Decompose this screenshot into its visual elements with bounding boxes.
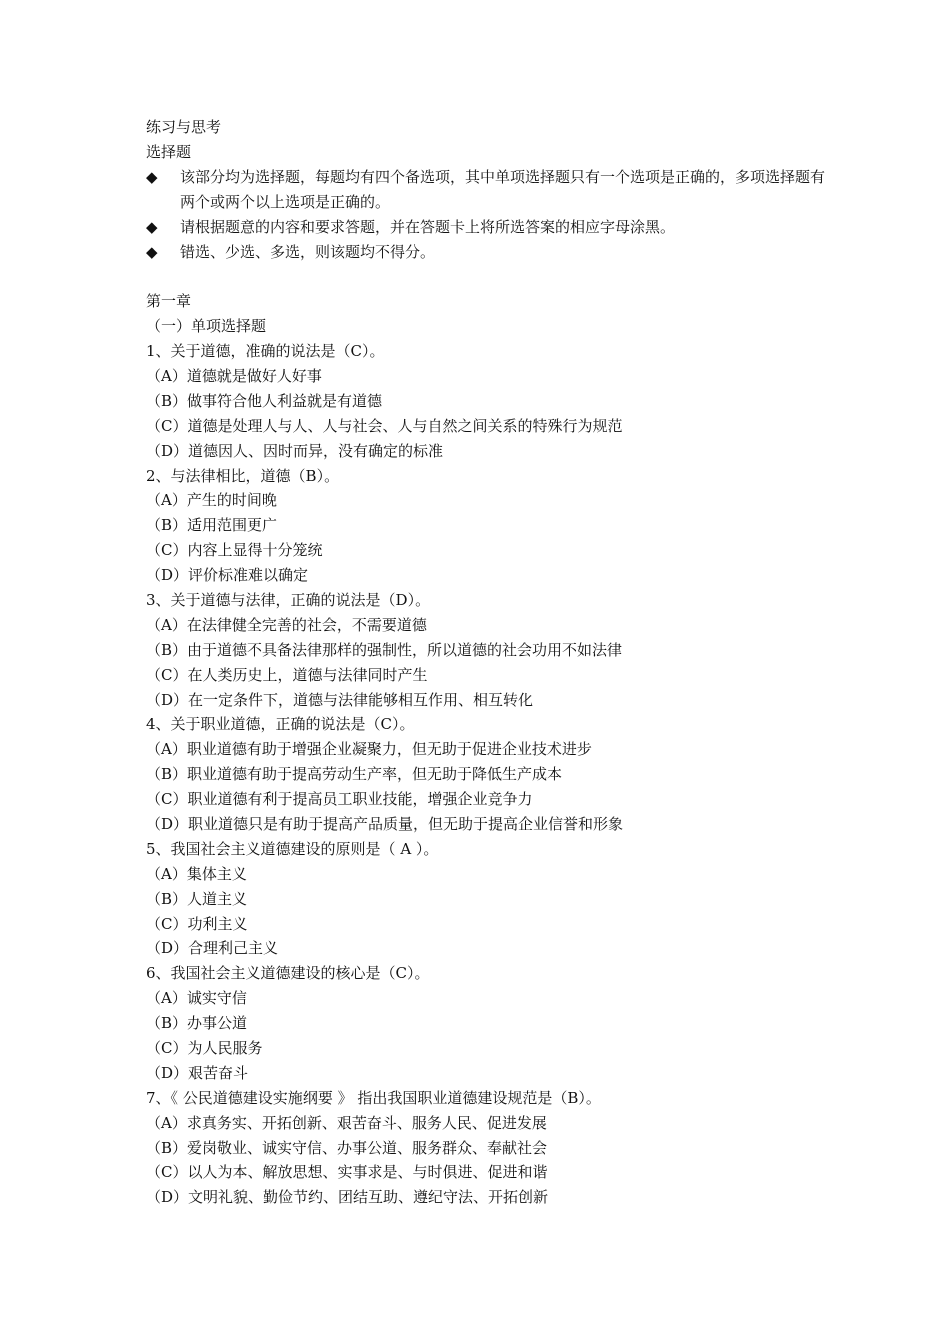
question-stem: 4、关于职业道德，正确的说法是（C）。 xyxy=(146,715,415,734)
answer-option: （A）道德就是做好人好事 xyxy=(146,366,322,385)
document-content xyxy=(146,115,826,1210)
question-stem: 7、《 公民道德建设实施纲要 》 指出我国职业道德建设规范是（B）。 xyxy=(146,1088,601,1107)
instruction-item xyxy=(146,240,826,265)
answer-option: （D）在一定条件下，道德与法律能够相互作用、相互转化 xyxy=(146,690,534,709)
answer-option: （B）办事公道 xyxy=(146,1014,248,1033)
page-title: 练习与思考 xyxy=(146,118,222,136)
question-stem: 2、与法律相比，道德（B）。 xyxy=(146,466,340,485)
answer-option: （C）内容上显得十分笼统 xyxy=(146,541,323,560)
answer-option: （B）人道主义 xyxy=(146,889,248,908)
answer-option: （A）求真务实、开拓创新、艰苦奋斗、服务人民、促进发展 xyxy=(146,1113,547,1132)
question-block xyxy=(146,464,826,588)
answer-option: （D）职业道德只是有助于提高产品质量，但无助于提高企业信誉和形象 xyxy=(146,815,624,833)
answer-option: （B）由于道德不具备法律那样的强制性，所以道德的社会功用不如法律 xyxy=(146,640,623,659)
answer-option: （C）为人民服务 xyxy=(146,1039,263,1058)
question-block xyxy=(146,961,826,1085)
answer-option: （B）做事符合他人利益就是有道德 xyxy=(146,391,383,410)
instruction-text: 请根据题意的内容和要求答题，并在答题卡上将所选答案的相应字母涂黑。 xyxy=(180,217,676,236)
answer-option: （A）集体主义 xyxy=(146,864,247,883)
answer-option: （A）职业道德有助于增强企业凝聚力，但无助于促进企业技术进步 xyxy=(146,740,592,759)
diamond-bullet-icon: ◆ xyxy=(146,242,158,261)
answer-option: （B）职业道德有助于提高劳动生产率，但无助于降低生产成本 xyxy=(146,765,563,784)
question-stem: 6、我国社会主义道德建设的核心是（C）。 xyxy=(146,964,430,983)
instruction-item xyxy=(146,165,826,215)
instruction-item xyxy=(146,215,826,240)
answer-option: （C）职业道德有利于提高员工职业技能，增强企业竞争力 xyxy=(146,790,533,809)
question-block xyxy=(146,1086,826,1210)
answer-option: （A）诚实守信 xyxy=(146,989,247,1008)
instruction-text: 错选、少选、多选，则该题均不得分。 xyxy=(180,242,436,261)
answer-option: （B）爱岗敬业、诚实守信、办事公道、服务群众、奉献社会 xyxy=(146,1138,548,1157)
subsection-heading: （一）单项选择题 xyxy=(146,317,267,336)
answer-option: （C）功利主义 xyxy=(146,914,248,933)
answer-option: （D）道德因人、因时而异，没有确定的标准 xyxy=(146,441,444,460)
question-stem: 3、关于道德与法律，正确的说法是（D）。 xyxy=(146,590,431,609)
answer-option: （C）以人为本、解放思想、实事求是、与时俱进、促进和谐 xyxy=(146,1163,548,1182)
question-stem: 5、我国社会主义道德建设的原则是（ A ）。 xyxy=(146,839,439,858)
answer-option: （A）在法律健全完善的社会，不需要道德 xyxy=(146,615,427,634)
answer-option: （D）评价标准难以确定 xyxy=(146,566,309,585)
question-stem: 1、关于道德，准确的说法是（C）。 xyxy=(146,342,385,361)
answer-option: （A）产生的时间晚 xyxy=(146,491,277,510)
diamond-bullet-icon: ◆ xyxy=(146,217,158,236)
answer-option: （B）适用范围更广 xyxy=(146,516,278,535)
answer-option: （D）文明礼貌、勤俭节约、团结互助、遵纪守法、开拓创新 xyxy=(146,1188,549,1207)
instruction-text: 该部分均为选择题，每题均有四个备选项，其中单项选择题只有一个选项是正确的，多项选择题有两个或两个以上选项是正确的。 xyxy=(180,167,826,211)
diamond-bullet-icon: ◆ xyxy=(146,167,158,186)
instructions-list xyxy=(146,165,826,265)
answer-option: （D）合理利己主义 xyxy=(146,939,279,958)
question-block xyxy=(146,588,826,712)
answer-option: （C）在人类历史上，道德与法律同时产生 xyxy=(146,665,428,684)
question-block xyxy=(146,837,826,961)
question-block xyxy=(146,712,826,836)
chapter-title: 第一章 xyxy=(146,292,192,311)
answer-option: （D）艰苦奋斗 xyxy=(146,1063,249,1082)
spacer xyxy=(146,264,826,289)
answer-option: （C）道德是处理人与人、人与社会、人与自然之间关系的特殊行为规范 xyxy=(146,416,623,435)
question-block xyxy=(146,339,826,463)
section-heading: 选择题 xyxy=(146,142,192,161)
